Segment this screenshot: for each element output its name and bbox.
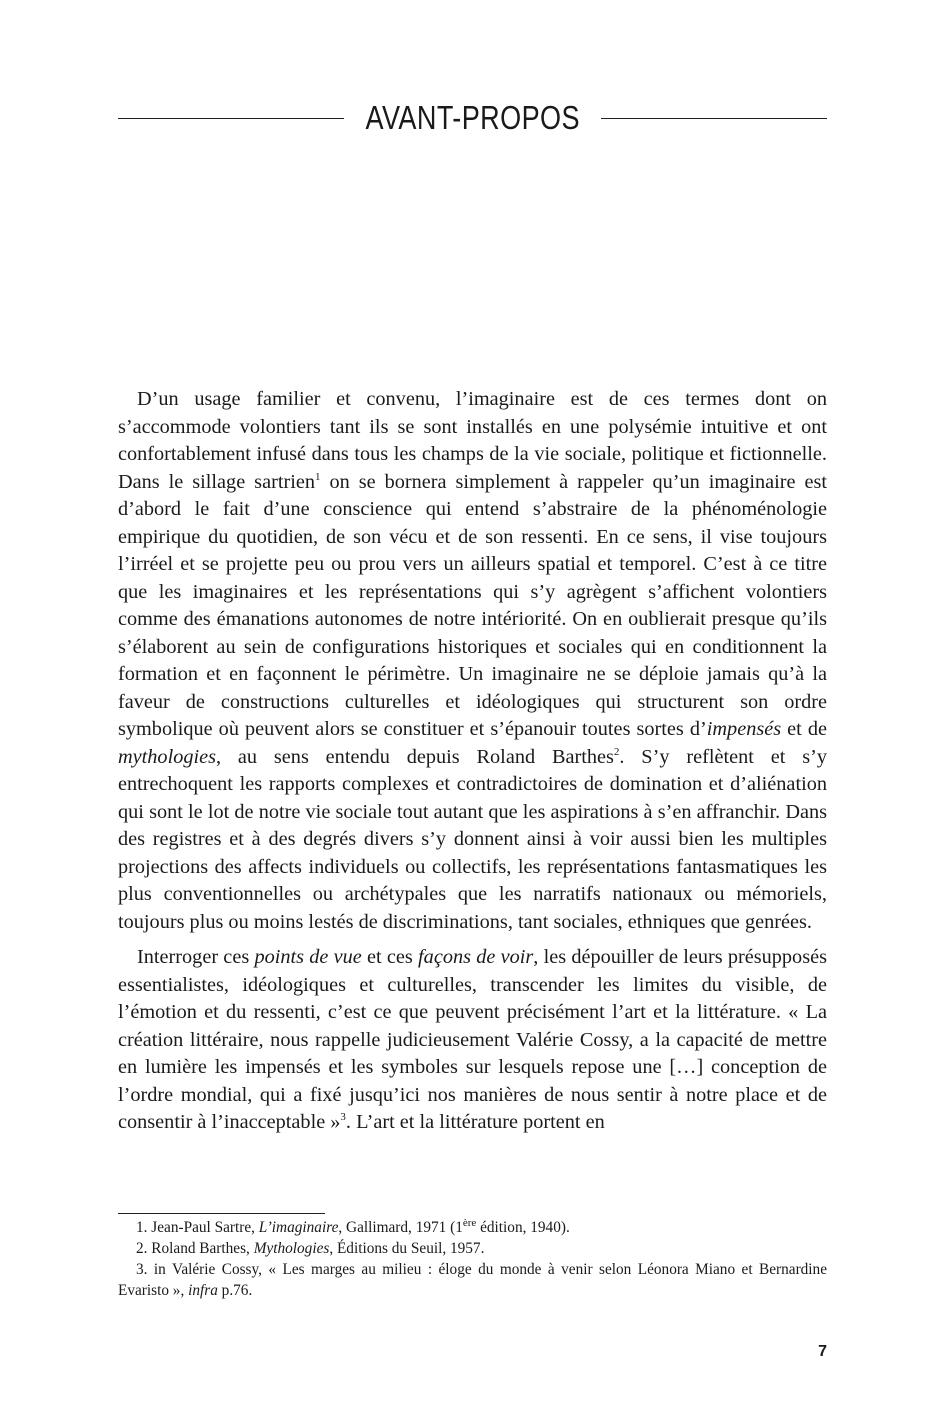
text-run: p.76. — [217, 1282, 253, 1299]
heading-rule-left — [118, 118, 344, 119]
footnote-3 — [118, 1259, 827, 1301]
chapter-heading — [118, 96, 827, 140]
heading-rule-right — [601, 118, 827, 119]
body-text — [118, 386, 827, 1137]
italic-term: façons de voir — [418, 946, 534, 968]
footnote-ref-1[interactable]: 1 — [315, 470, 321, 483]
text-run: , au sens entendu depuis Roland Barthes — [216, 745, 614, 768]
paragraph-2 — [118, 944, 827, 1137]
italic-title: Mythologies — [253, 1240, 330, 1257]
italic-term: infra — [188, 1282, 218, 1299]
italic-title: L’imaginaire — [258, 1219, 339, 1236]
page-number: 7 — [818, 1343, 827, 1360]
text-run: . L’art et la littérature portent en — [345, 1111, 605, 1133]
footnote-2 — [118, 1238, 827, 1259]
text-run: Interroger ces — [137, 946, 255, 968]
text-run: 2. Roland Barthes, — [136, 1240, 254, 1257]
italic-term: points de vue — [254, 946, 362, 968]
italic-term: impensés — [706, 718, 782, 740]
text-run: on se bornera simplement à rappeler qu’un imaginaire est d’abord le fait d’une conscience qui entend s’abstraire de la phénoménologie empirique du quotidien, de son vécu et de son ressenti. En ce sens, il vise toujours l’irréel et se projette peu ou prou vers un ailleurs spatial et temporel. C’est à ce titre que les imaginaires et les représentations qui s’y agrègent s’affichent volontiers comme des émanations autonomes de notre intériorité. On en oublierait presque qu’ils s’élaborent au sein de configurations historiques et sociales qui en conditionnent la formation et en façonnent le périmètre. Un imaginaire ne se déploie jamais qu’à la faveur de constructions culturelles et idéologiques qui structurent son ordre symbolique où peuvent alors se constituer et s’épanouir toutes sortes d’ — [118, 470, 827, 740]
text-run: , Éditions du Seuil, 1957. — [329, 1240, 485, 1257]
ordinal-suffix: ère — [462, 1216, 477, 1229]
text-run: et de — [781, 718, 827, 740]
footnote-ref-2[interactable]: 2 — [613, 745, 620, 758]
text-run: 3. in Valérie Cossy, « Les marges au milieu : éloge du monde à venir selon Léonora Miano et Bernardine Evaristo », — [118, 1261, 827, 1299]
text-run: . S’y reflètent et s’y entrechoquent les rapports complexes et contradictoires de domination et d’aliénation qui sont le lot de notre vie sociale tout autant que les aspirations à s’en affranchir. Dans des registres et à des degrés divers s’y donnent ainsi à voir aussi bien les multiples projections des affects individuels ou collectifs, les représentations fantasmatiques les plus conventionnelles ou archétypales que les narratifs nationaux ou mémoriels, toujours plus ou moins lestés de discriminations, tant sociales, ethniques que genrées. — [118, 745, 827, 933]
text-run: 1. Jean-Paul Sartre, — [136, 1219, 259, 1236]
chapter-title: AVANT-PROPOS — [365, 99, 580, 136]
italic-term: mythologies — [118, 745, 217, 768]
footnotes — [118, 1217, 827, 1301]
text-run: D’un usage familier et convenu, l’imaginaire est de ces termes dont on s’accommode volontiers tant ils se sont installés en une polysémie intuitive et ont confortablement infusé dans tous les champs de la vie sociale, politique et fictionnelle. Dans le sillage sartrien — [118, 388, 827, 493]
footnote-separator — [118, 1213, 325, 1214]
footnote-1 — [118, 1217, 827, 1238]
text-run: , les dépouiller de leurs présupposés essentialistes, idéologiques et culturelles, transcender les limites du visible, de l’émotion et du ressenti, c’est ce que peuvent précisément l’art et la littérature. « La création littéraire, nous rappelle judicieusement Valérie Cossy, a la capacité de mettre en lumière les impensés et les symboles sur lesquels repose une […] conception de l’ordre mondial, qui a fixé jusqu’ici nos manières de nous sentir à notre place et de consentir à l’inacceptable » — [118, 946, 827, 1133]
footnote-ref-3[interactable]: 3 — [340, 1111, 346, 1124]
text-run: , Gallimard, 1971 (1 — [338, 1219, 463, 1236]
paragraph-1 — [118, 386, 827, 936]
text-run: et ces — [361, 946, 419, 968]
text-run: édition, 1940). — [476, 1219, 570, 1236]
